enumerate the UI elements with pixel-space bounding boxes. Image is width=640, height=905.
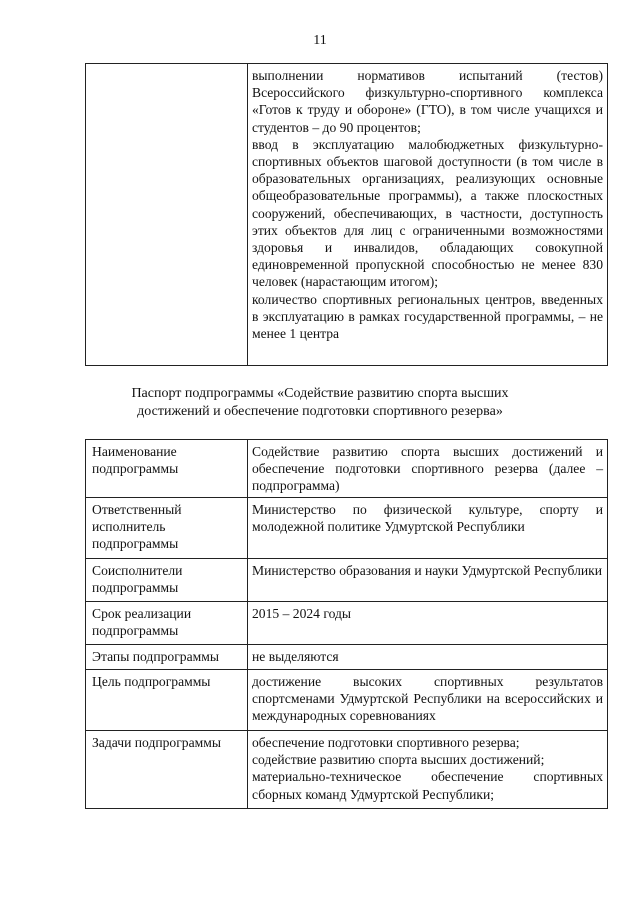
empty-left-cell	[86, 64, 248, 366]
indicator-centers: количество спортивных региональных центров, введенных в эксплуатацию в рамках государственной программы, – не менее 1 центра	[252, 291, 603, 342]
table-row	[86, 645, 608, 670]
heading-line-1: Паспорт подпрограммы «Содействие развитию спорта высших	[131, 386, 509, 401]
row-value-goal: достижение высоких спортивных результатов спортсменами Удмуртской Республики на всероссийских и международных соревнованиях	[248, 670, 608, 731]
table-row	[86, 602, 608, 645]
table-row	[86, 670, 608, 731]
passport-table	[85, 439, 608, 809]
row-value-period: 2015 – 2024 годы	[248, 602, 608, 645]
row-label-name: Наименование подпрограммы	[86, 440, 248, 498]
page-number: 11	[313, 33, 327, 48]
task-item: содействие развитию спорта высших достижений;	[252, 752, 545, 768]
indicator-facilities: ввод в эксплуатацию малобюджетных физкультурно-спортивных объектов шаговой доступности (в том числе в образовательных организациях, реализующих основные общеобразовательные программы), а также плоскостных сооружений, обеспечивающих, в частности, доступность этих объектов для лиц с ограниченными возможностями здоровья и инвалидов, обладающих совокупной единовременной пропускной способностью не менее 830 человек (нарастающим итогом);	[252, 136, 603, 290]
row-label-period: Срок реализации подпрограммы	[86, 602, 248, 645]
table-row	[86, 731, 608, 809]
table-row	[86, 498, 608, 559]
task-item: обеспечение подготовки спортивного резерва;	[252, 735, 520, 750]
heading-line-2: достижений и обеспечение подготовки спортивного резерва»	[137, 404, 503, 419]
indicators-cell	[248, 64, 608, 366]
row-value-executor: Министерство по физической культуре, спорту и молодежной политике Удмуртской Республики	[248, 498, 608, 559]
subprogram-passport-heading	[120, 385, 520, 421]
table-row	[86, 64, 608, 366]
continuation-table	[85, 63, 608, 366]
table-row	[86, 440, 608, 498]
row-label-executor: Ответственный исполнитель подпрограммы	[86, 498, 248, 559]
row-value-tasks	[248, 731, 608, 809]
task-item: материально-техническое обеспечение спортивных сборных команд Удмуртской Республики;	[252, 769, 603, 802]
row-label-tasks: Задачи подпрограммы	[86, 731, 248, 809]
row-value-stages: не выделяются	[248, 645, 608, 670]
indicator-gto: выполнении нормативов испытаний (тестов) Всероссийского физкультурно-спортивного комплекса «Готов к труду и обороне» (ГТО), в том числе учащихся и студентов – до 90 процентов;	[252, 68, 603, 135]
row-value-name: Содействие развитию спорта высших достижений и обеспечение подготовки спортивного резерва (далее – подпрограмма)	[248, 440, 608, 498]
row-value-coexecutors: Министерство образования и науки Удмуртской Республики	[248, 559, 608, 602]
row-label-stages: Этапы подпрограммы	[86, 645, 248, 670]
table-row	[86, 559, 608, 602]
row-label-coexecutors: Соисполнители подпрограммы	[86, 559, 248, 602]
row-label-goal: Цель подпрограммы	[86, 670, 248, 731]
